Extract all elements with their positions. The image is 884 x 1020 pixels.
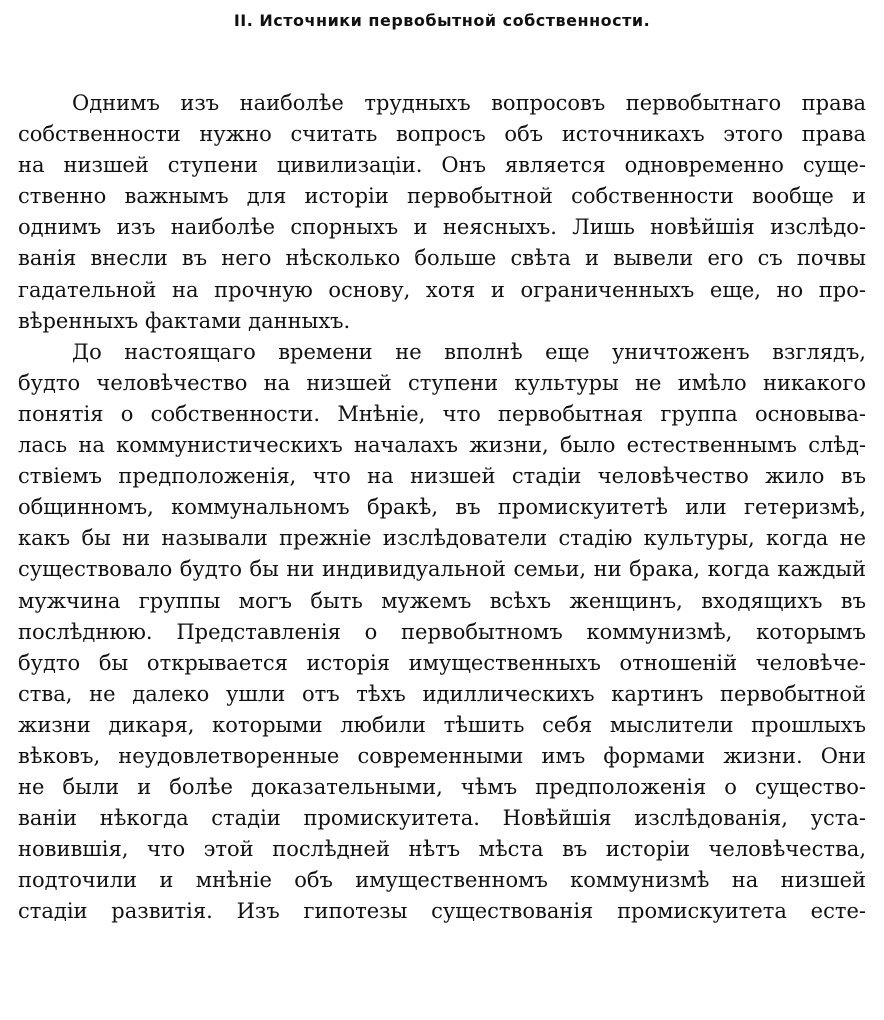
text-line: послѣднюю. Представленія о первобытномъ коммунизмѣ, которымъ bbox=[18, 619, 866, 644]
text-line: стадіи развитія. Изъ гипотезы существованія промискуитета есте- bbox=[18, 899, 866, 924]
text-line: не были и болѣе доказательными, чѣмъ предположенія о существо- bbox=[18, 775, 866, 800]
paragraph-1 bbox=[18, 88, 866, 337]
text-line: новившія, что этой послѣдней нѣтъ мѣста въ исторіи человѣчества, bbox=[18, 837, 866, 862]
text-line: ваніи нѣкогда стадіи промискуитета. Новѣйшія изслѣдованія, уста- bbox=[18, 806, 866, 831]
text-line: собственности нужно считать вопросъ объ источникахъ этого права bbox=[18, 122, 866, 147]
text-line: подточили и мнѣніе объ имущественномъ коммунизмѣ на низшей bbox=[18, 868, 866, 893]
text-line: гадательной на прочную основу, хотя и ограниченныхъ еще, но про- bbox=[18, 277, 866, 302]
text-line: общинномъ, коммунальномъ бракѣ, въ промискуитетѣ или гетеризмѣ, bbox=[18, 495, 866, 520]
text-line: однимъ изъ наиболѣе спорныхъ и неясныхъ. Лишь новѣйшія изслѣдо- bbox=[18, 215, 866, 240]
text-line: жизни дикаря, которыми любили тѣшить себя мыслители прошлыхъ bbox=[18, 712, 866, 737]
text-line: ствіемъ предположенія, что на низшей стадіи человѣчество жило въ bbox=[18, 464, 866, 489]
section-heading: II. Источники первобытной собственности. bbox=[233, 11, 651, 30]
text-line: До настоящаго времени не вполнѣ еще уничтоженъ взглядъ, bbox=[72, 339, 866, 364]
text-line: ственно важнымъ для исторіи первобытной собственности вообще и bbox=[18, 184, 866, 209]
text-line: Однимъ изъ наиболѣе трудныхъ вопросовъ первобытнаго права bbox=[72, 91, 866, 115]
text-line: будто человѣчество на низшей ступени культуры не имѣло никакого bbox=[18, 370, 866, 395]
text-line: вѣренныхъ фактами данныхъ. bbox=[18, 308, 351, 333]
text-line: будто бы открывается исторія имущественныхъ отношеній человѣче- bbox=[18, 650, 866, 675]
text-line: понятія о собственности. Мнѣніе, что первобытная группа основыва- bbox=[18, 401, 866, 426]
body-text bbox=[18, 88, 866, 928]
text-line: вѣковъ, неудовлетворенные современными имъ формами жизни. Они bbox=[18, 743, 866, 768]
text-line: ванія внесли въ него нѣсколько больше свѣта и вывели его съ почвы bbox=[18, 246, 866, 271]
text-line: ства, не далеко ушли отъ тѣхъ идиллическихъ картинъ первобытной bbox=[18, 681, 866, 706]
text-line: мужчина группы могъ быть мужемъ всѣхъ женщинъ, входящихъ въ bbox=[18, 588, 866, 613]
text-line: лась на коммунистическихъ началахъ жизни, было естественнымъ слѣд- bbox=[18, 433, 866, 458]
text-line: существовало будто бы ни индивидуальной семьи, ни брака, когда каждый bbox=[18, 557, 866, 582]
text-line: на низшей ступени цивилизаціи. Онъ является одновременно суще- bbox=[18, 153, 866, 178]
paragraph-2 bbox=[18, 337, 866, 928]
text-line: какъ бы ни называли прежніе изслѣдователи стадію культуры, когда не bbox=[18, 526, 866, 551]
